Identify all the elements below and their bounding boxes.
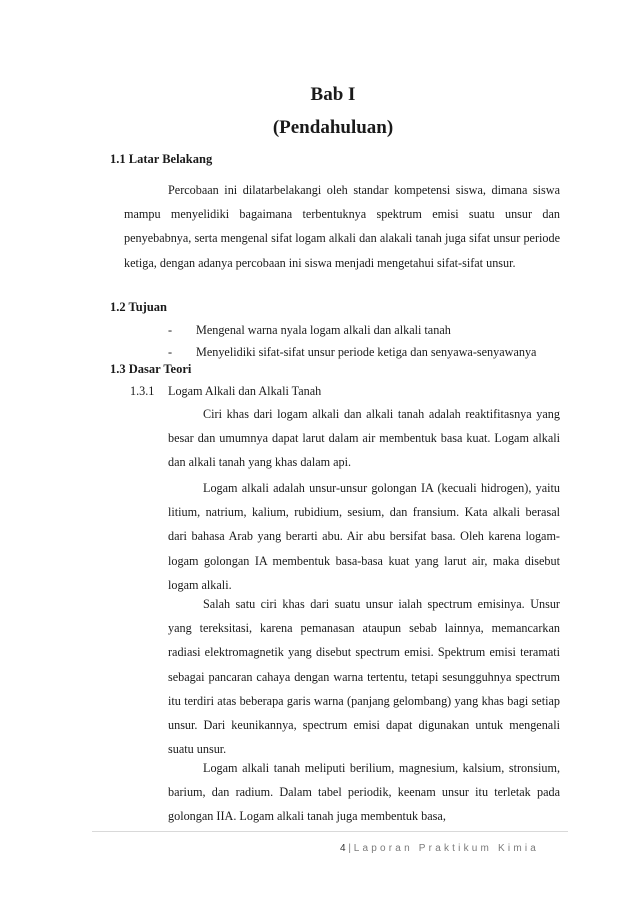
paragraph-latar: Percobaan ini dilatarbelakangi oleh standar kompetensi siswa, dimana siswa mampu menyelidiki bagaimana terbentuknya spektrum emisi suatu unsur dan penyebabnya, serta mengenal sifat logam alkali dan alakali tanah juga sifat unsur periode ketiga, dengan adanya percobaan ini siswa menjadi mengetahui sifat-sifat unsur. <box>124 183 560 270</box>
section-heading-teori: 1.3 Dasar Teori <box>110 362 192 376</box>
paragraph-teori-1: Ciri khas dari logam alkali dan alkali tanah adalah reaktifitasnya yang besar dan umumnya dapat larut dalam air membentuk basa kuat. Logam alkali dan alkali tanah yang khas dalam api. <box>168 407 560 470</box>
footer-title: Laporan Praktikum Kimia <box>353 843 540 854</box>
page-number: 4 <box>340 843 346 854</box>
page-footer <box>340 843 570 854</box>
subsection-number: 1.3.1 <box>130 384 155 398</box>
section-heading-latar: 1.1 Latar Belakang <box>110 152 213 166</box>
subsection-title: Logam Alkali dan Alkali Tanah <box>168 384 322 398</box>
footer-separator: | <box>348 843 351 854</box>
footer-divider <box>92 831 568 832</box>
paragraph-teori-4: Logam alkali tanah meliputi berilium, magnesium, kalsium, stronsium, barium, dan radium. Dalam tabel periodik, keenam unsur itu terletak pada golongan IIA. Logam alkali tanah juga membentuk basa, <box>168 761 560 824</box>
list-bullet: - <box>168 323 173 337</box>
subsection-heading <box>130 384 321 399</box>
chapter-title: Bab I <box>310 84 356 105</box>
section-heading-tujuan: 1.2 Tujuan <box>110 300 167 314</box>
list-item-text: Menyelidiki sifat-sifat unsur periode ketiga dan senyawa-senyawanya <box>196 345 537 359</box>
paragraph-teori-2: Logam alkali adalah unsur-unsur golongan IA (kecuali hidrogen), yaitu litium, natrium, kalium, rubidium, sesium, dan fransium. Kata alkali berasal dari bahasa Arab yang berarti abu. Air abu bersifat basa. Oleh karena logam-logam golongan IA membentuk basa-basa kuat yang larut air, maka disebut logam alkali. <box>168 481 560 592</box>
paragraph-teori-3: Salah satu ciri khas dari suatu unsur ialah spectrum emisinya. Unsur yang tereksitasi, karena pemanasan ataupun sebab lainnya, memancarkan radiasi elektromagnetik yang disebut spectrum emisi. Spektrum emisi teramati sebagai pancaran cahaya dengan warna tertentu, tetapi sesungguhnya spectrum itu terdiri atas beberapa garis warna (panjang gelombang) yang khas bagi setiap unsur. Dari keunikannya, spectrum emisi dapat digunakan untuk mengenali suatu unsur. <box>168 597 560 757</box>
list-bullet: - <box>168 345 173 359</box>
chapter-subtitle: (Pendahuluan) <box>272 117 394 138</box>
list-item-text: Mengenal warna nyala logam alkali dan alkali tanah <box>196 323 451 337</box>
